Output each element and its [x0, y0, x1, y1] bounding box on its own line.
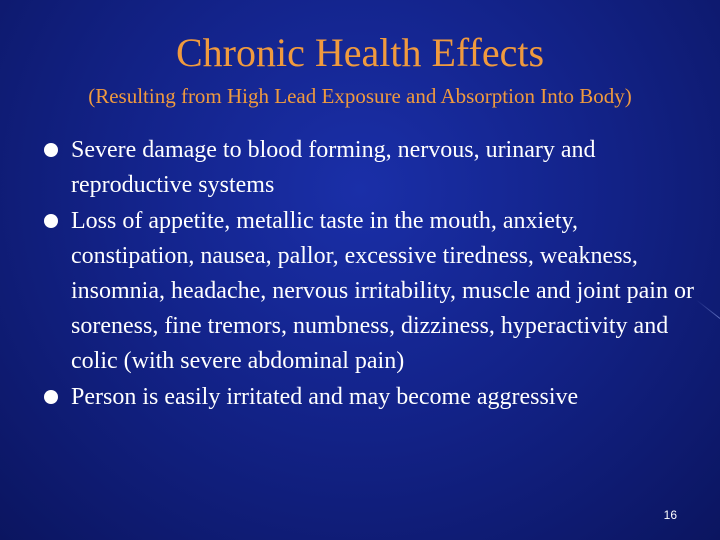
- round-bullet-icon: [44, 390, 58, 404]
- round-bullet-icon: [44, 143, 58, 157]
- round-bullet-icon: [44, 214, 58, 228]
- bullet-list: [44, 133, 704, 416]
- bullet-item: [44, 204, 704, 379]
- bullet-text: Severe damage to blood forming, nervous, urinary and reproductive systems: [71, 137, 596, 198]
- bullet-text: Person is easily irritated and may become aggressive: [71, 384, 579, 410]
- slide-title: Chronic Health Effects: [175, 30, 545, 75]
- slide-number: 16: [663, 508, 677, 522]
- bullet-item: [44, 133, 704, 203]
- bullet-text: Loss of appetite, metallic taste in the mouth, anxiety, constipation, nausea, pallor, excessive tiredness, weakness, insomnia, headache, nervous irritability, muscle and joint pain or soreness, fine tremors, numbness, dizziness, hyperactivity and colic (with severe abdominal pain): [71, 208, 694, 374]
- slide-subtitle: (Resulting from High Lead Exposure and Absorption Into Body): [88, 84, 632, 108]
- bullet-item: [44, 380, 704, 415]
